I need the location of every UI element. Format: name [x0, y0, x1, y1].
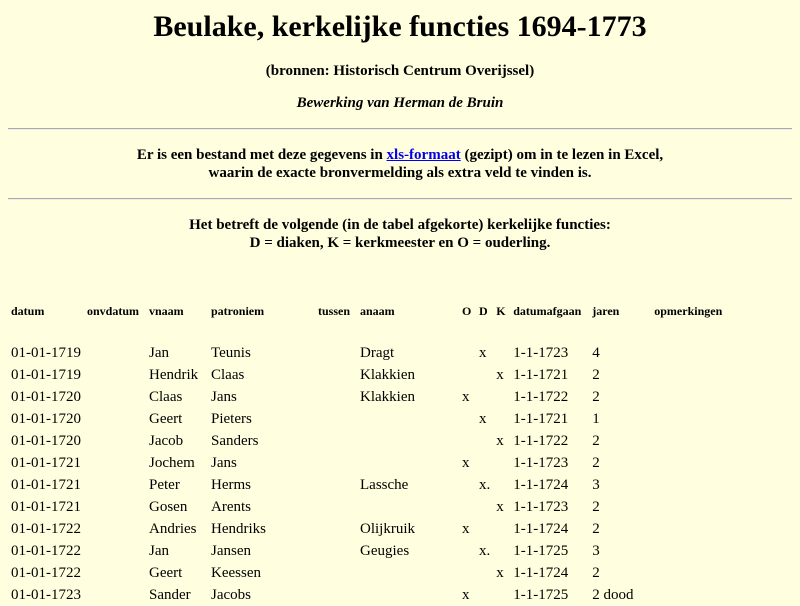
table-cell	[315, 342, 357, 364]
table-cell	[315, 364, 357, 386]
functions-table	[8, 304, 747, 606]
table-cell: 2	[592, 564, 600, 581]
table-cell	[315, 518, 357, 540]
table-cell	[476, 386, 493, 408]
table-cell: 2	[592, 454, 600, 471]
table-row	[8, 540, 747, 562]
table-cell	[84, 386, 146, 408]
table-cell: x.	[479, 542, 491, 559]
table-cell	[493, 452, 510, 474]
table-cell: 01-01-1721	[11, 454, 81, 471]
table-cell	[315, 474, 357, 496]
divider	[8, 198, 792, 200]
table-cell: 1-1-1722	[513, 432, 569, 449]
table-cell: 01-01-1721	[11, 498, 81, 515]
table-cell: 01-01-1722	[11, 564, 81, 581]
table-cell	[476, 584, 493, 606]
table-cell: Geugies	[360, 542, 410, 559]
table-cell: x	[496, 564, 504, 581]
table-cell: x	[479, 410, 487, 427]
table-cell: Gosen	[149, 498, 188, 515]
table-cell: Jans	[211, 388, 237, 405]
sources-subtitle: (bronnen: Historisch Centrum Overijssel)	[265, 63, 535, 79]
functions-intro: Het betreft de volgende (in de tabel afgekorte) kerkelijke functies:	[189, 217, 611, 233]
header-patroniem: patroniem	[211, 304, 265, 318]
functions-abbreviations: D = diaken, K = kerkmeester en O = ouderling.	[249, 235, 551, 251]
table-cell: 1-1-1721	[513, 366, 569, 383]
table-row	[8, 364, 747, 386]
table-cell	[315, 540, 357, 562]
header-tussen: tussen	[318, 304, 351, 318]
header-opmerkingen: opmerkingen	[654, 304, 723, 318]
info-text-before-link: Er is een bestand met deze gegevens in	[136, 147, 387, 163]
table-cell: 3	[592, 542, 600, 559]
divider	[8, 128, 792, 130]
header-vnaam: vnaam	[149, 304, 184, 318]
table-cell: Peter	[149, 476, 180, 493]
table-cell	[84, 540, 146, 562]
table-cell	[357, 562, 459, 584]
table-cell	[84, 496, 146, 518]
table-cell: Jacobs	[211, 586, 251, 603]
table-cell: 01-01-1719	[11, 344, 81, 361]
table-cell: Jan	[149, 344, 169, 361]
table-cell: Sander	[149, 586, 191, 603]
table-cell	[493, 386, 510, 408]
table-cell	[357, 584, 459, 606]
table-cell	[315, 496, 357, 518]
table-row	[8, 408, 747, 430]
table-cell: 1	[592, 410, 600, 427]
table-cell	[493, 540, 510, 562]
table-cell	[459, 474, 476, 496]
table-cell	[493, 342, 510, 364]
functions-legend	[0, 216, 800, 252]
table-cell: 2	[592, 498, 600, 515]
table-cell	[84, 518, 146, 540]
table-cell	[476, 364, 493, 386]
table-cell: Arents	[211, 498, 251, 515]
header-datumafgaan: datumafgaan	[513, 304, 582, 318]
table-cell: Hendrik	[149, 366, 199, 383]
table-cell: 01-01-1723	[11, 586, 81, 603]
table-cell: Keessen	[211, 564, 261, 581]
table-cell: 2 dood	[592, 586, 634, 603]
table-cell: 01-01-1722	[11, 542, 81, 559]
table-cell: x.	[479, 476, 491, 493]
table-cell: Jans	[211, 454, 237, 471]
table-cell	[84, 408, 146, 430]
table-cell	[357, 452, 459, 474]
header-onvdatum: onvdatum	[87, 304, 140, 318]
table-cell: 01-01-1721	[11, 476, 81, 493]
table-cell: x	[496, 366, 504, 383]
table-cell: x	[462, 454, 470, 471]
table-cell: 01-01-1720	[11, 388, 81, 405]
header-k: K	[496, 304, 506, 318]
table-cell: x	[479, 344, 487, 361]
table-row	[8, 386, 747, 408]
table-cell	[476, 452, 493, 474]
table-cell	[459, 496, 476, 518]
table-cell	[84, 430, 146, 452]
table-row	[8, 496, 747, 518]
table-cell	[315, 452, 357, 474]
table-cell	[493, 518, 510, 540]
table-cell	[84, 452, 146, 474]
header-datum: datum	[11, 304, 45, 318]
table-cell: Jansen	[211, 542, 251, 559]
table-cell: 1-1-1723	[513, 344, 569, 361]
table-cell: Herms	[211, 476, 251, 493]
table-cell	[315, 562, 357, 584]
table-row	[8, 430, 747, 452]
table-cell: 1-1-1722	[513, 388, 569, 405]
table-cell: Teunis	[211, 344, 251, 361]
table-cell	[84, 562, 146, 584]
table-cell: 01-01-1722	[11, 520, 81, 537]
table-row	[8, 562, 747, 584]
table-cell: x	[496, 432, 504, 449]
table-cell	[84, 584, 146, 606]
table-cell: 1-1-1724	[513, 520, 569, 537]
table-cell: Jan	[149, 542, 169, 559]
table-cell	[315, 430, 357, 452]
download-info	[0, 146, 800, 182]
table-header-row	[8, 304, 747, 326]
table-cell	[459, 342, 476, 364]
table-cell: Andries	[149, 520, 197, 537]
table-cell: 1-1-1725	[513, 586, 569, 603]
table-cell: 1-1-1724	[513, 476, 569, 493]
header-anaam: anaam	[360, 304, 395, 318]
info-text-after-link: (gezipt) om in te lezen in Excel,	[460, 147, 664, 163]
table-cell	[459, 562, 476, 584]
table-cell	[357, 408, 459, 430]
table-cell: Olijkruik	[360, 520, 415, 537]
table-cell: 2	[592, 520, 600, 537]
table-cell: Sanders	[211, 432, 259, 449]
info-text-line2: waarin de exacte bronvermelding als extra veld te vinden is.	[208, 165, 592, 181]
table-cell: Claas	[149, 388, 183, 405]
table-cell	[459, 408, 476, 430]
table-cell: 01-01-1720	[11, 410, 81, 427]
table-cell	[493, 584, 510, 606]
table-cell: 1-1-1724	[513, 564, 569, 581]
table-cell	[476, 496, 493, 518]
table-cell	[493, 474, 510, 496]
table-cell: Klakkien	[360, 366, 415, 383]
header-jaren: jaren	[592, 304, 620, 318]
table-cell	[315, 408, 357, 430]
table-cell: Jacob	[149, 432, 184, 449]
table-row	[8, 342, 747, 364]
table-cell: 3	[592, 476, 600, 493]
table-cell	[459, 430, 476, 452]
author-credit: Bewerking van Herman de Bruin	[296, 95, 504, 111]
table-cell: 4	[592, 344, 600, 361]
table-cell: Hendriks	[211, 520, 266, 537]
table-cell: x	[462, 388, 470, 405]
table-cell: x	[462, 586, 470, 603]
table-cell	[315, 386, 357, 408]
table-cell: 1-1-1725	[513, 542, 569, 559]
table-cell	[493, 408, 510, 430]
table-cell: Jochem	[149, 454, 195, 471]
table-cell: Dragt	[360, 344, 395, 361]
table-cell	[84, 364, 146, 386]
header-o: O	[462, 304, 472, 318]
table-cell	[459, 364, 476, 386]
table-cell: Claas	[211, 366, 245, 383]
table-cell	[459, 540, 476, 562]
table-row	[8, 474, 747, 496]
table-spacer-row	[8, 326, 747, 342]
table-cell: 2	[592, 432, 600, 449]
table-cell: 1-1-1721	[513, 410, 569, 427]
header-d: D	[479, 304, 488, 318]
table-cell: 2	[592, 388, 600, 405]
table-row	[8, 452, 747, 474]
table-cell: 1-1-1723	[513, 498, 569, 515]
table-cell: Lassche	[360, 476, 409, 493]
table-cell	[84, 474, 146, 496]
table-cell: x	[496, 498, 504, 515]
page-title: Beulake, kerkelijke functies 1694-1773	[153, 10, 647, 43]
table-row	[8, 584, 747, 606]
xls-download-link[interactable]: xls-formaat	[386, 147, 461, 163]
table-cell	[476, 562, 493, 584]
table-cell	[357, 496, 459, 518]
table-cell	[476, 430, 493, 452]
table-cell	[476, 518, 493, 540]
table-cell: Geert	[149, 410, 183, 427]
table-cell: Pieters	[211, 410, 252, 427]
table-cell	[84, 342, 146, 364]
table-cell: 01-01-1719	[11, 366, 81, 383]
table-cell: Klakkien	[360, 388, 415, 405]
table-cell: 2	[592, 366, 600, 383]
table-cell: 1-1-1723	[513, 454, 569, 471]
table-cell: 01-01-1720	[11, 432, 81, 449]
table-row	[8, 518, 747, 540]
table-cell	[315, 584, 357, 606]
table-cell: Geert	[149, 564, 183, 581]
table-cell: x	[462, 520, 470, 537]
table-cell	[357, 430, 459, 452]
